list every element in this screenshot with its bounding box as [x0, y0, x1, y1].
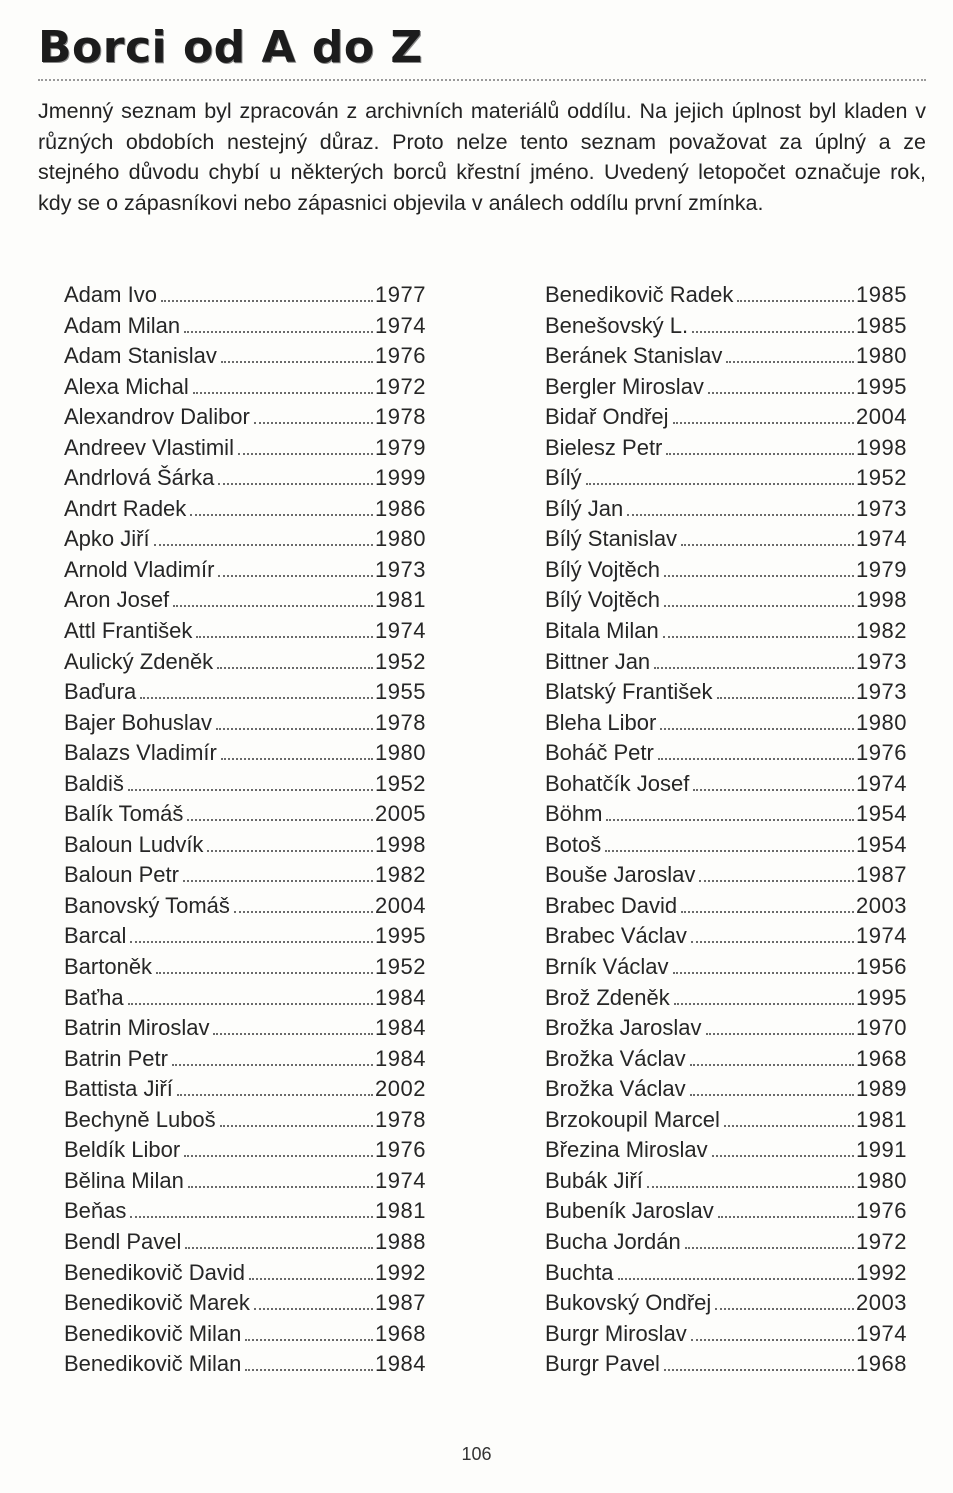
- list-entry: [64, 647, 426, 678]
- dot-leader: [664, 575, 854, 577]
- entry-year: 2003: [856, 892, 907, 918]
- dot-leader: [130, 1216, 373, 1218]
- list-entry: [545, 799, 907, 830]
- name-list-right: [545, 280, 907, 1380]
- entry-year: 1979: [375, 434, 426, 460]
- entry-year: 1952: [375, 770, 426, 796]
- dot-leader: [213, 1033, 373, 1035]
- dot-leader: [627, 514, 854, 516]
- list-entry: [545, 585, 907, 616]
- dot-leader: [673, 972, 855, 974]
- dot-leader: [190, 514, 373, 516]
- entry-year: 1973: [375, 556, 426, 582]
- list-entry: [64, 1349, 426, 1380]
- dot-leader: [586, 483, 854, 485]
- page-number: 106: [461, 1444, 492, 1464]
- entry-name: Bukovský Ondřej: [545, 1290, 712, 1316]
- dot-leader: [173, 605, 373, 607]
- list-entry: [64, 1074, 426, 1105]
- dot-leader: [234, 911, 373, 913]
- entry-year: 1980: [375, 526, 426, 552]
- dot-leader: [692, 331, 854, 333]
- dot-leader: [220, 1125, 373, 1127]
- entry-name: Baloun Ludvík: [64, 831, 204, 857]
- entry-name: Bílý Vojtěch: [545, 556, 660, 582]
- dot-leader: [130, 941, 373, 943]
- entry-name: Buchta: [545, 1259, 614, 1285]
- entry-year: 2005: [375, 801, 426, 827]
- dot-leader: [606, 819, 854, 821]
- entry-name: Bittner Jan: [545, 648, 651, 674]
- dot-leader: [666, 453, 854, 455]
- dot-leader: [249, 1278, 373, 1280]
- list-entry: [64, 524, 426, 555]
- entry-name: Blatský František: [545, 679, 713, 705]
- entry-name: Baloun Petr: [64, 862, 179, 888]
- list-entry: [545, 1319, 907, 1350]
- list-entry: [545, 463, 907, 494]
- entry-name: Bendl Pavel: [64, 1228, 182, 1254]
- dot-leader: [654, 667, 854, 669]
- entry-name: Bílý Jan: [545, 495, 624, 521]
- list-entry: [545, 738, 907, 769]
- entry-name: Attl František: [64, 618, 193, 644]
- entry-year: 2003: [856, 1290, 907, 1316]
- dot-leader: [718, 1216, 854, 1218]
- entry-year: 1986: [375, 495, 426, 521]
- dot-leader: [254, 1308, 373, 1310]
- dot-leader: [660, 728, 854, 730]
- entry-name: Brabec Václav: [545, 923, 687, 949]
- dot-leader: [664, 605, 854, 607]
- entry-year: 2004: [856, 404, 907, 430]
- entry-year: 1980: [856, 343, 907, 369]
- list-entry: [545, 921, 907, 952]
- entry-name: Březina Miroslav: [545, 1137, 708, 1163]
- dot-leader: [685, 1247, 854, 1249]
- entry-year: 1968: [375, 1320, 426, 1346]
- entry-name: Aron Josef: [64, 587, 170, 613]
- dot-leader: [245, 1339, 373, 1341]
- dot-leader: [161, 300, 373, 302]
- entry-name: Burgr Miroslav: [545, 1320, 687, 1346]
- entry-year: 1998: [856, 434, 907, 460]
- list-entry: [64, 1227, 426, 1258]
- entry-year: 1968: [856, 1351, 907, 1377]
- entry-name: Andrt Radek: [64, 495, 187, 521]
- list-entry: [64, 738, 426, 769]
- entry-year: 1981: [375, 1198, 426, 1224]
- dot-leader: [708, 392, 854, 394]
- entry-name: Bílý: [545, 465, 582, 491]
- dot-leader: [681, 911, 854, 913]
- dot-leader: [691, 1339, 854, 1341]
- entry-year: 1981: [856, 1106, 907, 1132]
- entry-year: 1973: [856, 495, 907, 521]
- entry-year: 1999: [375, 465, 426, 491]
- list-entry: [545, 524, 907, 555]
- entry-year: 1985: [856, 312, 907, 338]
- dot-leader: [207, 850, 373, 852]
- list-entry: [545, 1349, 907, 1380]
- dot-leader: [706, 1033, 855, 1035]
- entry-name: Adam Milan: [64, 312, 181, 338]
- entry-year: 1995: [856, 373, 907, 399]
- entry-year: 1976: [856, 1198, 907, 1224]
- list-entry: [545, 1288, 907, 1319]
- list-entry: [545, 1166, 907, 1197]
- list-entry: [64, 708, 426, 739]
- entry-year: 1992: [375, 1259, 426, 1285]
- list-entry: [64, 1319, 426, 1350]
- entry-year: 1974: [856, 1320, 907, 1346]
- list-entry: [545, 769, 907, 800]
- entry-name: Brož Zdeněk: [545, 984, 670, 1010]
- entry-year: 2004: [375, 892, 426, 918]
- entry-year: 1995: [375, 923, 426, 949]
- entry-year: 1978: [375, 1106, 426, 1132]
- entry-year: 1980: [856, 1167, 907, 1193]
- entry-name: Böhm: [545, 801, 603, 827]
- list-entry: [64, 555, 426, 586]
- entry-name: Benedikovič Marek: [64, 1290, 250, 1316]
- entry-year: 1952: [375, 954, 426, 980]
- entry-year: 1968: [856, 1045, 907, 1071]
- list-entry: [545, 1105, 907, 1136]
- list-entry: [545, 1227, 907, 1258]
- entry-year: 1974: [856, 770, 907, 796]
- dot-leader: [217, 667, 373, 669]
- entry-name: Arnold Vladimír: [64, 556, 215, 582]
- list-entry: [64, 372, 426, 403]
- dot-leader: [221, 758, 373, 760]
- entry-year: 1978: [375, 709, 426, 735]
- entry-name: Bitala Milan: [545, 618, 659, 644]
- list-entry: [545, 1044, 907, 1075]
- dot-leader: [238, 453, 373, 455]
- dot-leader: [712, 1155, 854, 1157]
- entry-year: 1954: [856, 831, 907, 857]
- name-list-left: [64, 280, 426, 1380]
- list-entry: [545, 952, 907, 983]
- dot-leader: [690, 1094, 854, 1096]
- entry-name: Burgr Pavel: [545, 1351, 660, 1377]
- entry-year: 1987: [375, 1290, 426, 1316]
- list-entry: [64, 402, 426, 433]
- list-entry: [545, 555, 907, 586]
- dot-leader: [187, 819, 373, 821]
- entry-year: 1998: [375, 831, 426, 857]
- list-entry: [545, 1013, 907, 1044]
- intro-paragraph: Jmenný seznam byl zpracován z archivních materiálů oddílu. Na jejich úplnost byl kladen v různých obdobích nestejný důraz. Proto nelze tento seznam považovat za úplný a ze stejného důvodu chybí u některých borců křestní jméno. Uvedený letopočet označuje rok, kdy se o zápasníkovi nebo zápasnici objevila v análech oddílu první zmínka.: [38, 99, 926, 215]
- list-entry: [64, 921, 426, 952]
- entry-name: Brožka Václav: [545, 1045, 686, 1071]
- dot-leader: [658, 758, 854, 760]
- entry-year: 1998: [856, 587, 907, 613]
- entry-name: Benedikovič David: [64, 1259, 245, 1285]
- list-entry: [545, 1074, 907, 1105]
- dot-leader: [193, 392, 373, 394]
- entry-year: 1984: [375, 1015, 426, 1041]
- entry-year: 1985: [856, 282, 907, 307]
- list-entry: [64, 983, 426, 1014]
- entry-year: 1982: [375, 862, 426, 888]
- list-entry: [64, 830, 426, 861]
- list-entry: [64, 494, 426, 525]
- entry-year: 1995: [856, 984, 907, 1010]
- entry-year: 1972: [856, 1228, 907, 1254]
- entry-name: Bergler Miroslav: [545, 373, 704, 399]
- entry-name: Andrlová Šárka: [64, 465, 215, 491]
- list-entry: [64, 860, 426, 891]
- dot-leader: [647, 1186, 854, 1188]
- entry-name: Brožka Václav: [545, 1076, 686, 1102]
- dot-leader: [690, 1064, 854, 1066]
- entry-name: Alexa Michal: [64, 373, 189, 399]
- list-entry: [64, 1135, 426, 1166]
- entry-name: Batrin Miroslav: [64, 1015, 210, 1041]
- list-entry: [545, 341, 907, 372]
- dot-leader: [218, 575, 373, 577]
- dot-leader: [699, 880, 854, 882]
- list-entry: [545, 433, 907, 464]
- entry-year: 1972: [375, 373, 426, 399]
- entry-year: 1977: [375, 282, 426, 307]
- entry-year: 1987: [856, 862, 907, 888]
- list-entry: [545, 677, 907, 708]
- entry-name: Brožka Jaroslav: [545, 1015, 702, 1041]
- entry-year: 1973: [856, 679, 907, 705]
- entry-year: 1973: [856, 648, 907, 674]
- list-entry: [64, 952, 426, 983]
- dot-leader: [715, 1308, 854, 1310]
- entry-year: 1976: [856, 740, 907, 766]
- entry-name: Beldík Libor: [64, 1137, 181, 1163]
- entry-name: Boháč Petr: [545, 740, 654, 766]
- dot-leader: [177, 1094, 373, 1096]
- entry-year: 1989: [856, 1076, 907, 1102]
- entry-name: Adam Ivo: [64, 282, 157, 307]
- list-entry: [545, 280, 907, 311]
- list-entry: [64, 311, 426, 342]
- entry-year: 1980: [375, 740, 426, 766]
- entry-name: Bílý Stanislav: [545, 526, 678, 552]
- dot-leader: [691, 941, 854, 943]
- dot-leader: [726, 361, 854, 363]
- entry-year: 1978: [375, 404, 426, 430]
- entry-year: 1974: [375, 618, 426, 644]
- entry-year: 1991: [856, 1137, 907, 1163]
- list-entry: [545, 402, 907, 433]
- entry-name: Baďura: [64, 679, 137, 705]
- list-entry: [64, 1258, 426, 1289]
- list-entry: [64, 1288, 426, 1319]
- entry-year: 1982: [856, 618, 907, 644]
- entry-name: Brzokoupil Marcel: [545, 1106, 720, 1132]
- entry-name: Bubák Jiří: [545, 1167, 643, 1193]
- entry-name: Baťha: [64, 984, 124, 1010]
- dot-leader: [128, 789, 373, 791]
- list-entry: [64, 1044, 426, 1075]
- entry-year: 1974: [375, 1167, 426, 1193]
- list-entry: [545, 891, 907, 922]
- entry-year: 1980: [856, 709, 907, 735]
- dot-leader: [717, 697, 855, 699]
- entry-year: 1952: [856, 465, 907, 491]
- list-entry: [64, 341, 426, 372]
- list-entry: [64, 769, 426, 800]
- entry-name: Benedikovič Milan: [64, 1351, 242, 1377]
- list-entry: [545, 708, 907, 739]
- list-entry: [64, 616, 426, 647]
- entry-name: Bubeník Jaroslav: [545, 1198, 714, 1224]
- entry-year: 1952: [375, 648, 426, 674]
- dot-leader: [693, 789, 854, 791]
- dot-leader: [156, 972, 373, 974]
- entry-name: Battista Jiří: [64, 1076, 173, 1102]
- page-title: Borci od A do Z: [38, 22, 423, 73]
- dot-leader: [605, 850, 854, 852]
- entry-name: Apko Jiří: [64, 526, 150, 552]
- dot-leader: [183, 880, 373, 882]
- dot-leader: [254, 422, 373, 424]
- entry-name: Alexandrov Dalibor: [64, 404, 250, 430]
- entry-name: Bechyně Luboš: [64, 1106, 216, 1132]
- entry-name: Bílý Vojtěch: [545, 587, 660, 613]
- entry-name: Bajer Bohuslav: [64, 709, 212, 735]
- entry-year: 1976: [375, 343, 426, 369]
- list-entry: [64, 799, 426, 830]
- entry-name: Bouše Jaroslav: [545, 862, 696, 888]
- entry-name: Barcal: [64, 923, 127, 949]
- list-entry: [64, 677, 426, 708]
- list-entry: [64, 463, 426, 494]
- entry-year: 1956: [856, 954, 907, 980]
- entry-name: Bohatčík Josef: [545, 770, 690, 796]
- dot-leader: [673, 422, 855, 424]
- entry-name: Batrin Petr: [64, 1045, 168, 1071]
- entry-name: Banovský Tomáš: [64, 892, 230, 918]
- dot-leader: [128, 1003, 373, 1005]
- entry-year: 1974: [375, 312, 426, 338]
- list-entry: [64, 1013, 426, 1044]
- list-entry: [64, 585, 426, 616]
- entry-year: 1974: [856, 923, 907, 949]
- title-divider: [38, 79, 926, 81]
- list-entry: [545, 1196, 907, 1227]
- dot-leader: [185, 1247, 373, 1249]
- entry-name: Bleha Libor: [545, 709, 657, 735]
- entry-name: Bielesz Petr: [545, 434, 663, 460]
- entry-name: Bartoněk: [64, 954, 153, 980]
- entry-year: 1984: [375, 1351, 426, 1377]
- entry-name: Aulický Zdeněk: [64, 648, 214, 674]
- entry-year: 1976: [375, 1137, 426, 1163]
- dot-leader: [221, 361, 373, 363]
- entry-year: 1955: [375, 679, 426, 705]
- dot-leader: [724, 1125, 854, 1127]
- list-entry: [64, 891, 426, 922]
- list-entry: [64, 1166, 426, 1197]
- dot-leader: [154, 544, 373, 546]
- dot-leader: [618, 1278, 855, 1280]
- entry-name: Baldiš: [64, 770, 124, 796]
- dot-leader: [196, 636, 373, 638]
- entry-year: 1974: [856, 526, 907, 552]
- list-entry: [545, 1258, 907, 1289]
- entry-name: Benedikovič Milan: [64, 1320, 242, 1346]
- list-entry: [64, 1196, 426, 1227]
- entry-name: Beránek Stanislav: [545, 343, 723, 369]
- entry-name: Balazs Vladimír: [64, 740, 217, 766]
- dot-leader: [184, 1155, 373, 1157]
- list-entry: [545, 616, 907, 647]
- entry-year: 1970: [856, 1015, 907, 1041]
- dot-leader: [140, 697, 373, 699]
- list-entry: [64, 1105, 426, 1136]
- dot-leader: [664, 1369, 854, 1371]
- list-entry: [545, 372, 907, 403]
- entry-name: Beňas: [64, 1198, 127, 1224]
- entry-name: Botoš: [545, 831, 602, 857]
- entry-year: 2002: [375, 1076, 426, 1102]
- entry-year: 1981: [375, 587, 426, 613]
- dot-leader: [737, 300, 854, 302]
- dot-leader: [172, 1064, 373, 1066]
- dot-leader: [216, 728, 373, 730]
- entry-name: Benešovský L.: [545, 312, 689, 338]
- dot-leader: [184, 331, 373, 333]
- entry-year: 1984: [375, 1045, 426, 1071]
- list-entry: [545, 830, 907, 861]
- entry-name: Brník Václav: [545, 954, 669, 980]
- entry-name: Benedikovič Radek: [545, 282, 734, 307]
- entry-year: 1992: [856, 1259, 907, 1285]
- entry-year: 1988: [375, 1228, 426, 1254]
- entry-name: Adam Stanislav: [64, 343, 217, 369]
- dot-leader: [245, 1369, 373, 1371]
- list-entry: [64, 433, 426, 464]
- list-entry: [545, 983, 907, 1014]
- entry-name: Bidař Ondřej: [545, 404, 669, 430]
- list-entry: [545, 1135, 907, 1166]
- entry-name: Brabec David: [545, 892, 678, 918]
- list-entry: [545, 647, 907, 678]
- list-entry: [64, 280, 426, 311]
- list-entry: [545, 860, 907, 891]
- dot-leader: [663, 636, 854, 638]
- dot-leader: [188, 1186, 373, 1188]
- entry-year: 1979: [856, 556, 907, 582]
- entry-year: 1954: [856, 801, 907, 827]
- dot-leader: [218, 483, 373, 485]
- list-entry: [545, 494, 907, 525]
- entry-year: 1984: [375, 984, 426, 1010]
- entry-name: Balík Tomáš: [64, 801, 184, 827]
- entry-name: Bělina Milan: [64, 1167, 184, 1193]
- entry-name: Bucha Jordán: [545, 1228, 681, 1254]
- dot-leader: [681, 544, 854, 546]
- list-entry: [545, 311, 907, 342]
- entry-name: Andreev Vlastimil: [64, 434, 234, 460]
- dot-leader: [674, 1003, 854, 1005]
